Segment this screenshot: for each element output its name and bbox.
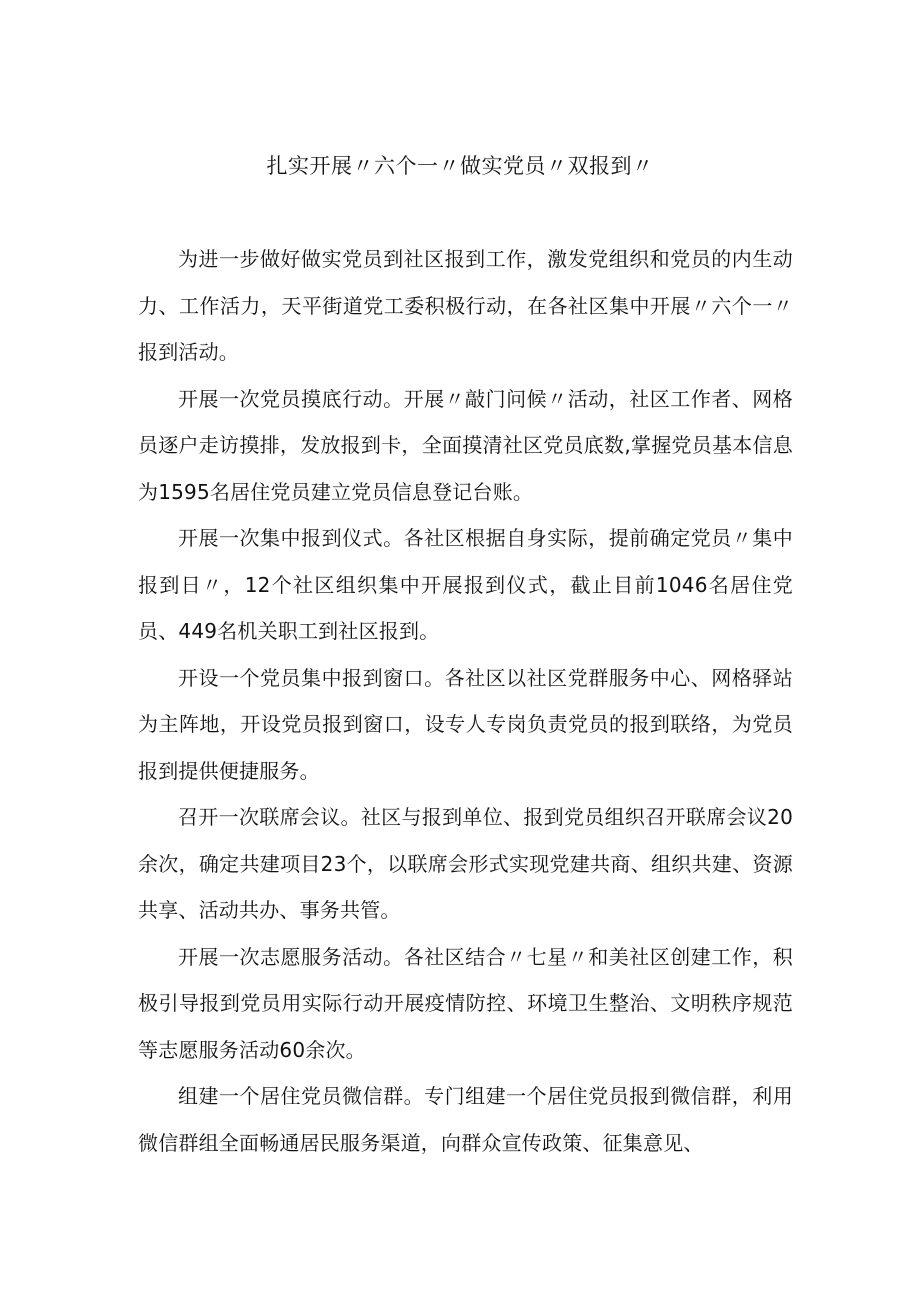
paragraph-report-window: 开设一个党员集中报到窗口。各社区以社区党群服务中心、网格驿站为主阵地，开设党员报到窗口，设专人专岗负责党员的报到联络，为党员报到提供便捷服务。 xyxy=(138,665,793,783)
document-body xyxy=(138,236,793,1166)
document-title: 扎实开展〃六个一〃做实党员〃双报到〃 xyxy=(266,154,654,178)
paragraph-report-ceremony: 开展一次集中报到仪式。各社区根据自身实际，提前确定党员〃集中报到日〃，12个社区组织集中开展报到仪式，截止目前1046名居住党员、449名机关职工到社区报到。 xyxy=(138,526,793,643)
paragraph-intro: 为进一步做好做实党员到社区报到工作，激发党组织和党员的内生动力、工作活力，天平街道党工委积极行动，在各社区集中开展〃六个一〃报到活动。 xyxy=(138,247,793,364)
paragraph-member-survey: 开展一次党员摸底行动。开展〃敲门问候〃活动，社区工作者、网格员逐户走访摸排，发放报到卡，全面摸清社区党员底数,掌握党员基本信息为1595名居住党员建立党员信息登记台账。 xyxy=(138,386,793,504)
paragraph-wechat-group: 组建一个居住党员微信群。专门组建一个居住党员报到微信群，利用微信群组全面畅通居民服务渠道，向群众宣传政策、征集意见、 xyxy=(138,1084,793,1155)
paragraph-joint-meeting: 召开一次联席会议。社区与报到单位、报到党员组织召开联席会议20余次，确定共建项目23个，以联席会形式实现党建共商、组织共建、资源共享、活动共办、事务共管。 xyxy=(138,805,793,922)
paragraph-volunteer-service: 开展一次志愿服务活动。各社区结合〃七星〃和美社区创建工作，积极引导报到党员用实际行动开展疫情防控、环境卫生整治、文明秩序规范等志愿服务活动60余次。 xyxy=(138,944,793,1062)
